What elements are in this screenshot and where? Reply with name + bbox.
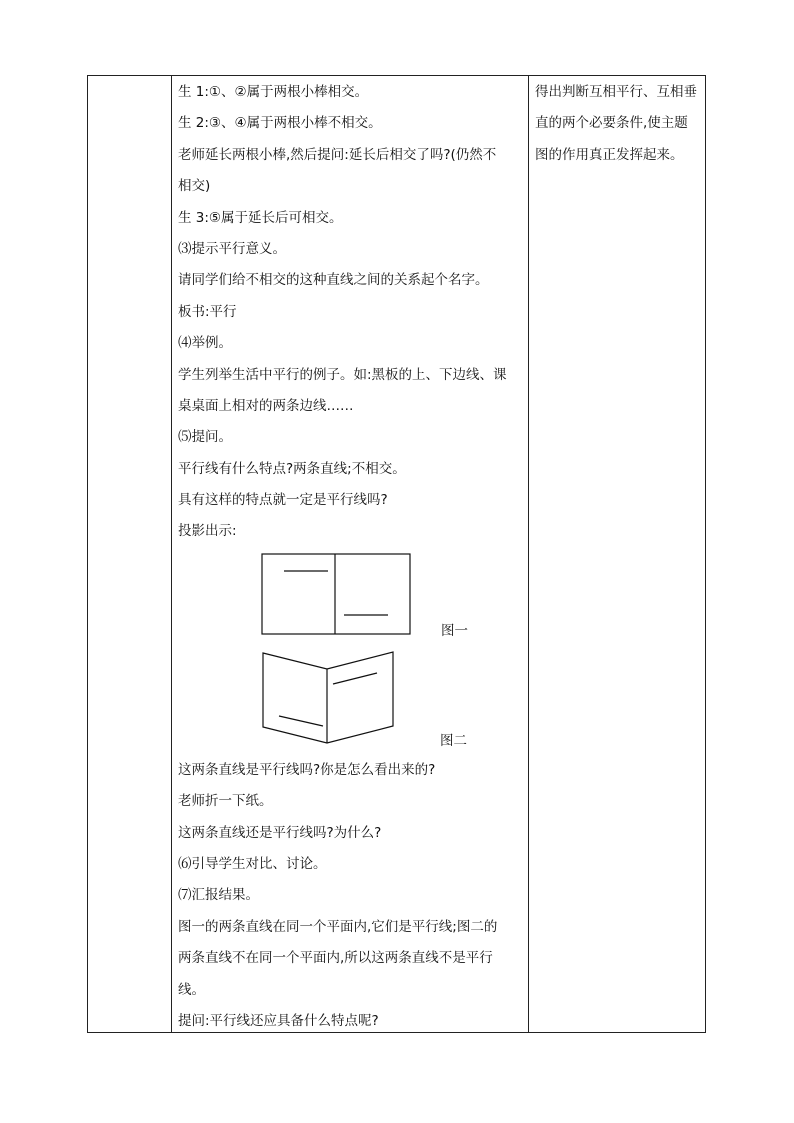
figures-drawing	[178, 549, 526, 754]
projection-figures	[178, 549, 526, 754]
text-line: ⑺汇报结果。	[178, 887, 259, 904]
design-intent-column	[535, 77, 701, 171]
text-line: ⑹引导学生对比、讨论。	[178, 856, 327, 873]
text-line: ⑸提问。	[178, 429, 232, 446]
text-line: 提问:平行线还应具备什么特点呢?	[178, 1012, 379, 1029]
text-line: 图的作用真正发挥起来。	[535, 146, 684, 163]
text-line: 生 3:⑤属于延长后可相交。	[178, 209, 343, 226]
text-line: 老师延长两根小棒,然后提问:延长后相交了吗?(仍然不	[178, 146, 497, 163]
text-line: 平行线有什么特点?两条直线;不相交。	[178, 460, 406, 477]
text-line: 相交)	[178, 178, 211, 195]
figure2-label: 图二	[440, 733, 467, 749]
text-line: 图一的两条直线在同一个平面内,它们是平行线;图二的	[178, 918, 498, 935]
figure1-flat-sheet	[262, 554, 410, 634]
text-line: 学生列举生活中平行的例子。如:黑板的上、下边线、课	[178, 366, 507, 383]
figure2-outline	[263, 652, 393, 743]
column-divider-2	[528, 76, 529, 1032]
text-line: 板书:平行	[178, 303, 237, 320]
text-line: 请同学们给不相交的这种直线之间的关系起个名字。	[178, 272, 489, 289]
text-line: ⑷举例。	[178, 335, 232, 352]
figure1-outline	[262, 554, 410, 634]
figure2-line-a	[333, 673, 377, 684]
text-line: 这两条直线是平行线吗?你是怎么看出来的?	[178, 761, 436, 778]
figure2-folded-sheet	[263, 652, 393, 743]
text-line: 得出判断互相平行、互相垂	[535, 84, 697, 100]
text-line: 两条直线不在同一个平面内,所以这两条直线不是平行	[178, 950, 493, 967]
figure2-line-b	[279, 716, 323, 726]
text-line: 桌桌面上相对的两条边线……	[178, 397, 354, 414]
text-line: 生 1:①、②属于两根小棒相交。	[178, 84, 369, 100]
figure1-label: 图一	[441, 623, 468, 639]
text-line: 生 2:③、④属于两根小棒不相交。	[178, 115, 382, 132]
text-line: ⑶提示平行意义。	[178, 240, 286, 257]
text-line: 直的两个必要条件,使主题	[535, 115, 688, 132]
text-line: 这两条直线还是平行线吗?为什么?	[178, 824, 382, 841]
column-divider-1	[171, 76, 172, 1032]
text-line: 投影出示:	[178, 523, 237, 540]
text-line: 具有这样的特点就一定是平行线吗?	[178, 492, 388, 509]
text-line: 线。	[178, 981, 205, 998]
text-line: 老师折一下纸。	[178, 793, 273, 810]
